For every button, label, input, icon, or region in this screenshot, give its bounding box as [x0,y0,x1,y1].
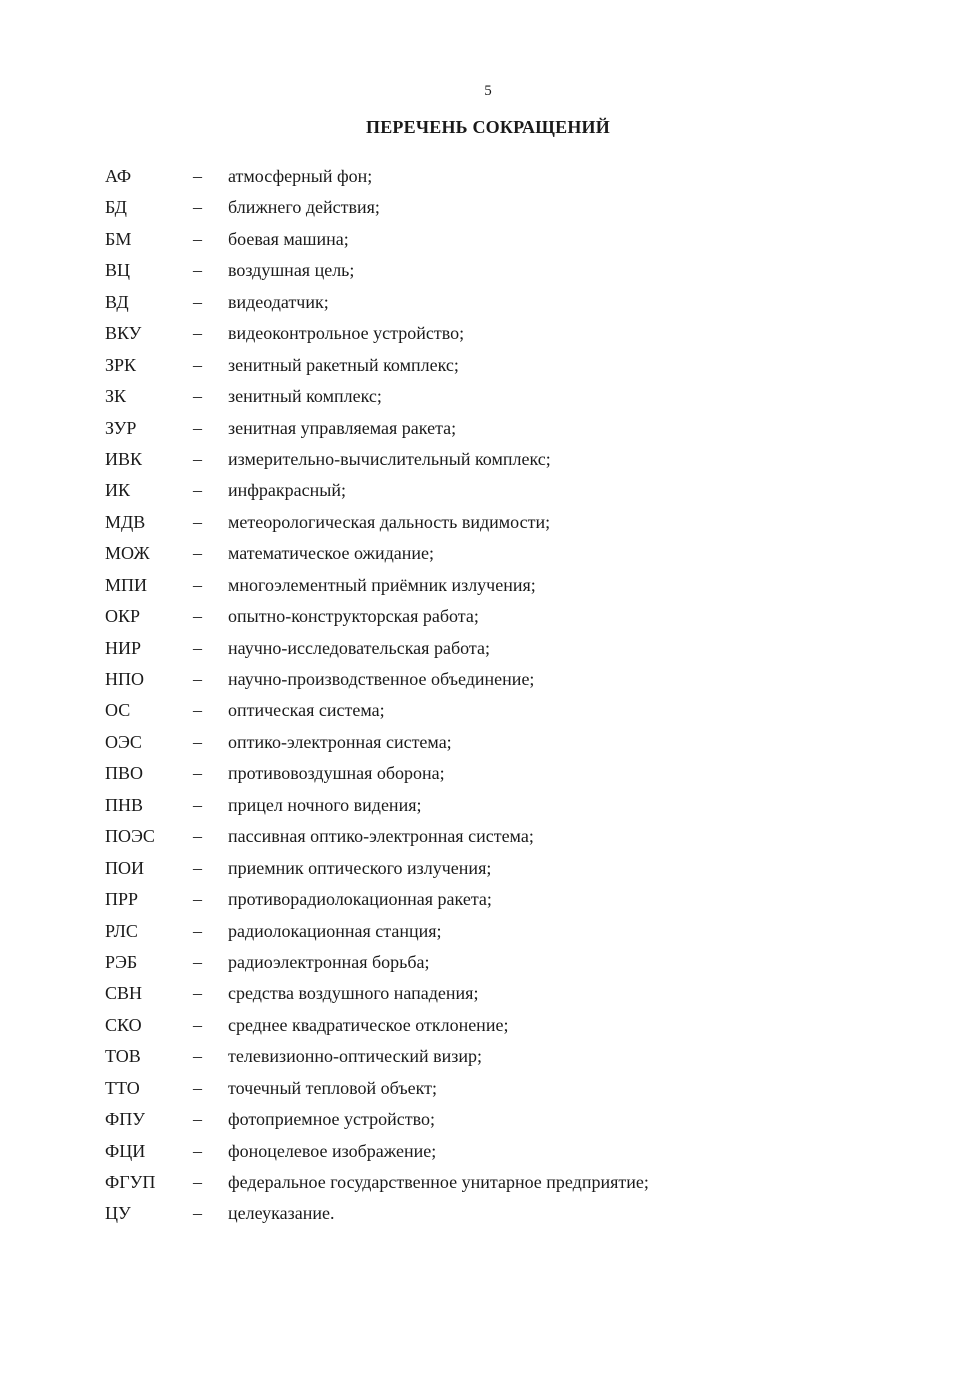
abbreviation-row [105,853,649,884]
abbreviation-row [105,287,649,318]
abbreviation-term: ПВО [105,763,144,784]
dash-separator: – [193,700,202,721]
dash-separator: – [193,166,202,186]
dash-separator: – [193,260,202,281]
abbreviation-row [105,413,649,444]
abbreviation-term: ТОВ [105,1046,141,1067]
abbreviation-term: ФЦИ [105,1140,146,1161]
abbreviation-row [105,695,649,726]
abbreviation-term: ИК [105,480,131,501]
abbreviation-row [105,1167,649,1198]
abbreviation-term: ВЦ [105,260,131,281]
abbreviation-row [105,821,649,852]
abbreviation-row [105,1104,649,1135]
abbreviation-term: ПРР [105,889,139,910]
abbreviation-definition: воздушная цель; [228,260,355,281]
abbreviation-term: ПОИ [105,857,144,878]
abbreviation-definition: оптико-электронная система; [228,731,452,752]
page-number: 5 [484,83,492,99]
abbreviation-definition: фотоприемное устройство; [228,1109,435,1130]
dash-separator: – [193,480,202,501]
dash-separator: – [193,291,202,312]
abbreviation-definition: научно-исследовательская работа; [228,637,490,658]
abbreviation-row [105,161,649,192]
abbreviation-row [105,947,649,978]
dash-separator: – [193,794,202,815]
abbreviation-term: АФ [105,166,132,186]
abbreviation-definition: инфракрасный; [228,480,347,501]
dash-separator: – [193,857,202,878]
abbreviation-term: ОКР [105,606,141,627]
abbreviation-definition: радиоэлектронная борьба; [228,951,430,972]
abbreviation-definition: телевизионно-оптический визир; [228,1046,482,1067]
abbreviation-term: ФГУП [105,1172,156,1192]
abbreviation-term: ВКУ [105,323,142,344]
abbreviation-term: ПОЭС [105,826,155,847]
abbreviation-definition: оптическая система; [228,700,385,721]
dash-separator: – [193,763,202,784]
abbreviation-row [105,1010,649,1041]
abbreviation-definition: фоноцелевое изображение; [228,1140,437,1161]
abbreviation-row [105,1198,649,1229]
abbreviation-definition: научно-производственное объединение; [228,669,535,689]
dash-separator: – [193,731,202,752]
abbreviation-term: ВД [105,291,129,312]
dash-separator: – [193,354,202,375]
dash-separator: – [193,951,202,972]
dash-separator: – [193,417,202,438]
dash-separator: – [193,1046,202,1067]
dash-separator: – [193,1140,202,1161]
abbreviation-row [105,475,649,506]
abbreviation-definition: боевая машина; [228,228,349,249]
abbreviation-definition: точечный тепловой объект; [228,1077,438,1098]
abbreviation-definition: зенитный комплекс; [228,386,382,407]
abbreviation-definition: приемник оптического излучения; [228,857,492,878]
abbreviation-term: ОС [105,700,131,721]
dash-separator: – [193,1203,202,1224]
dash-separator: – [193,920,202,941]
abbreviation-term: СВН [105,983,143,1004]
abbreviation-term: ЗУР [105,417,137,438]
abbreviation-term: БД [105,197,127,218]
abbreviation-definition: противовоздушная оборона; [228,763,445,784]
abbreviation-term: СКО [105,1014,142,1035]
abbreviation-term: МДВ [105,511,146,532]
abbreviation-row [105,350,649,381]
abbreviation-definition: ближнего действия; [228,197,380,218]
abbreviation-term: ЗРК [105,354,137,375]
abbreviation-definition: радиолокационная станция; [228,920,442,941]
abbreviation-row [105,758,649,789]
abbreviation-term: БМ [105,228,132,249]
dash-separator: – [193,511,202,532]
abbreviation-term: МПИ [105,574,148,595]
abbreviation-definition: математическое ожидание; [228,543,434,564]
abbreviation-row [105,633,649,664]
abbreviation-definition: зенитная управляемая ракета; [228,417,457,438]
abbreviation-definition: пассивная оптико-электронная система; [228,826,534,847]
abbreviation-term: ИВК [105,448,143,469]
abbreviation-definition: многоэлементный приёмник излучения; [228,574,536,595]
abbreviation-term: ЦУ [105,1203,131,1224]
abbreviation-row [105,601,649,632]
abbreviation-definition: опытно-конструкторская работа; [228,606,479,627]
abbreviation-row [105,1073,649,1104]
abbreviation-definition: прицел ночного видения; [228,794,422,815]
abbreviation-definition: видеоконтрольное устройство; [228,323,465,344]
abbreviation-definition: измерительно-вычислительный комплекс; [228,448,551,469]
abbreviation-row [105,444,649,475]
abbreviation-row [105,192,649,223]
abbreviation-row [105,507,649,538]
abbreviation-list [105,161,649,1230]
abbreviation-row [105,727,649,758]
abbreviation-term: РЭБ [105,951,138,972]
dash-separator: – [193,386,202,407]
abbreviation-row [105,318,649,349]
dash-separator: – [193,983,202,1004]
dash-separator: – [193,197,202,218]
abbreviation-row [105,255,649,286]
dash-separator: – [193,228,202,249]
abbreviation-term: НПО [105,669,144,689]
abbreviation-definition: зенитный ракетный комплекс; [228,354,459,375]
abbreviation-row [105,1041,649,1072]
abbreviation-term: РЛС [105,920,138,941]
abbreviation-definition: средства воздушного нападения; [228,983,479,1004]
abbreviation-definition: федеральное государственное унитарное предприятие; [228,1172,649,1192]
dash-separator: – [193,826,202,847]
abbreviation-row [105,664,649,695]
dash-separator: – [193,448,202,469]
dash-separator: – [193,637,202,658]
abbreviation-row [105,224,649,255]
dash-separator: – [193,1172,202,1192]
abbreviation-term: ПНВ [105,794,144,815]
abbreviation-row [105,884,649,915]
abbreviation-term: НИР [105,637,142,658]
abbreviation-row [105,978,649,1009]
dash-separator: – [193,606,202,627]
page-title: ПЕРЕЧЕНЬ СОКРАЩЕНИЙ [366,117,610,137]
abbreviation-definition: видеодатчик; [228,291,329,312]
abbreviation-row [105,570,649,601]
dash-separator: – [193,1014,202,1035]
abbreviation-term: ЗК [105,386,127,407]
abbreviation-row [105,790,649,821]
abbreviation-term: ФПУ [105,1109,145,1130]
dash-separator: – [193,669,202,689]
abbreviation-term: ТТО [105,1077,140,1098]
dash-separator: – [193,543,202,564]
dash-separator: – [193,574,202,595]
dash-separator: – [193,889,202,910]
abbreviation-term: ОЭС [105,731,142,752]
abbreviation-definition: атмосферный фон; [228,166,373,186]
abbreviation-row [105,538,649,569]
dash-separator: – [193,1109,202,1130]
abbreviation-definition: целеуказание. [228,1203,335,1224]
abbreviation-term: МОЖ [105,543,150,564]
abbreviation-definition: метеорологическая дальность видимости; [228,511,551,532]
abbreviation-row [105,916,649,947]
abbreviation-row [105,381,649,412]
dash-separator: – [193,1077,202,1098]
abbreviation-definition: противорадиолокационная ракета; [228,889,492,910]
dash-separator: – [193,323,202,344]
abbreviation-definition: среднее квадратическое отклонение; [228,1014,509,1035]
abbreviation-row [105,1136,649,1167]
